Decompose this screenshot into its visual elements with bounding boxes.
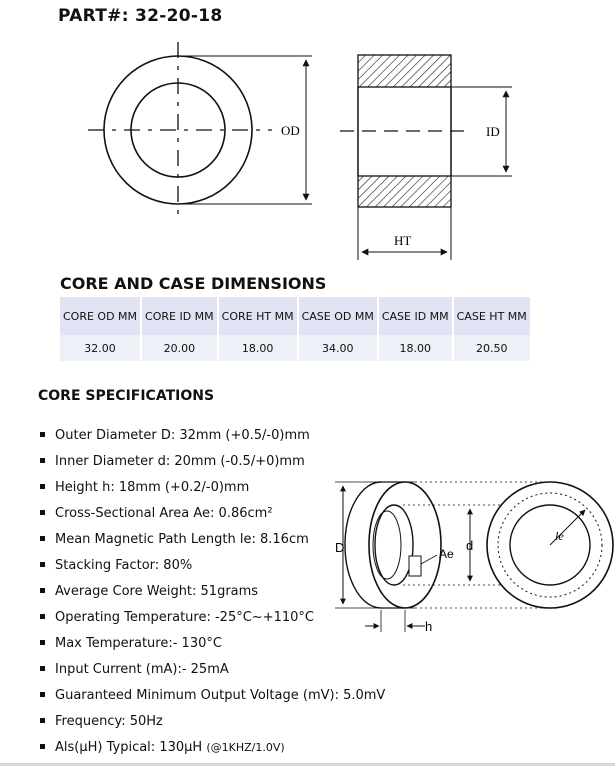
table-cell: 34.00 bbox=[299, 335, 377, 361]
bullet-icon bbox=[40, 432, 45, 437]
bullet-icon bbox=[40, 666, 45, 671]
bullet-icon bbox=[40, 458, 45, 463]
spec-text: Frequency: 50Hz bbox=[55, 714, 163, 729]
toroid-front-ring bbox=[487, 482, 613, 608]
als-test-condition: (@1KHZ/1.0V) bbox=[206, 741, 285, 754]
bullet-icon bbox=[40, 484, 45, 489]
list-item bbox=[36, 709, 385, 735]
bullet-icon bbox=[40, 510, 45, 515]
table-cell: 18.00 bbox=[219, 335, 297, 361]
spec-text: Guaranteed Minimum Output Voltage (mV): 5.0mV bbox=[55, 688, 386, 703]
ht-label: HT bbox=[394, 233, 412, 248]
spec-text: Als(μH) Typical: 130μH bbox=[55, 740, 203, 755]
bullet-icon bbox=[40, 692, 45, 697]
spec-text: Input Current (mA):- 25mA bbox=[55, 662, 229, 677]
toroid-spec-drawing bbox=[325, 460, 615, 640]
core-dimension-drawing bbox=[0, 30, 615, 270]
table-cell: 20.00 bbox=[142, 335, 217, 361]
dimensions-table bbox=[58, 297, 532, 361]
table-header: CORE HT MM bbox=[219, 297, 297, 335]
bullet-icon bbox=[40, 640, 45, 645]
front-view-ring bbox=[88, 42, 272, 220]
bullet-icon bbox=[40, 536, 45, 541]
spec-text: Max Temperature:- 130°C bbox=[55, 636, 222, 651]
side-view-case bbox=[340, 55, 468, 207]
table-cell: 20.50 bbox=[454, 335, 530, 361]
id-label: ID bbox=[486, 124, 500, 139]
Ae-label: Ae bbox=[439, 547, 454, 561]
list-item bbox=[36, 423, 385, 449]
table-header: CASE OD MM bbox=[299, 297, 377, 335]
h-label: h bbox=[425, 619, 433, 634]
bullet-icon bbox=[40, 614, 45, 619]
list-item bbox=[36, 683, 385, 709]
table-cell: 32.00 bbox=[60, 335, 140, 361]
spec-text: Mean Magnetic Path Length le: 8.16cm bbox=[55, 532, 309, 547]
bullet-icon bbox=[40, 744, 45, 749]
spec-text: Operating Temperature: -25°C~+110°C bbox=[55, 610, 314, 625]
le-label: le bbox=[555, 529, 564, 543]
table-cell: 18.00 bbox=[379, 335, 452, 361]
D-label: D bbox=[335, 540, 345, 555]
d-label: d bbox=[466, 538, 474, 553]
list-item bbox=[36, 657, 385, 683]
spec-text: Inner Diameter d: 20mm (-0.5/+0)mm bbox=[55, 454, 305, 469]
table-header: CORE ID MM bbox=[142, 297, 217, 335]
spec-text: Outer Diameter D: 32mm (+0.5/-0)mm bbox=[55, 428, 310, 443]
specs-section-title: CORE SPECIFICATIONS bbox=[38, 388, 215, 404]
table-header: CASE HT MM bbox=[454, 297, 530, 335]
table-header: CASE ID MM bbox=[379, 297, 452, 335]
spec-text: Average Core Weight: 51grams bbox=[55, 584, 259, 599]
list-item bbox=[36, 735, 385, 761]
od-label: OD bbox=[281, 123, 300, 138]
table-header: CORE OD MM bbox=[60, 297, 140, 335]
spec-text: Cross-Sectional Area Ae: 0.86cm² bbox=[55, 506, 273, 521]
bottom-divider bbox=[0, 763, 615, 766]
dimensions-section-title: CORE AND CASE DIMENSIONS bbox=[60, 274, 327, 293]
part-number-title: PART#: 32-20-18 bbox=[58, 6, 223, 26]
spec-text: Stacking Factor: 80% bbox=[55, 558, 193, 573]
bullet-icon bbox=[40, 718, 45, 723]
bullet-icon bbox=[40, 562, 45, 567]
table-header-row bbox=[60, 297, 530, 335]
table-row bbox=[60, 335, 530, 361]
bullet-icon bbox=[40, 588, 45, 593]
spec-text: Height h: 18mm (+0.2/-0)mm bbox=[55, 480, 250, 495]
